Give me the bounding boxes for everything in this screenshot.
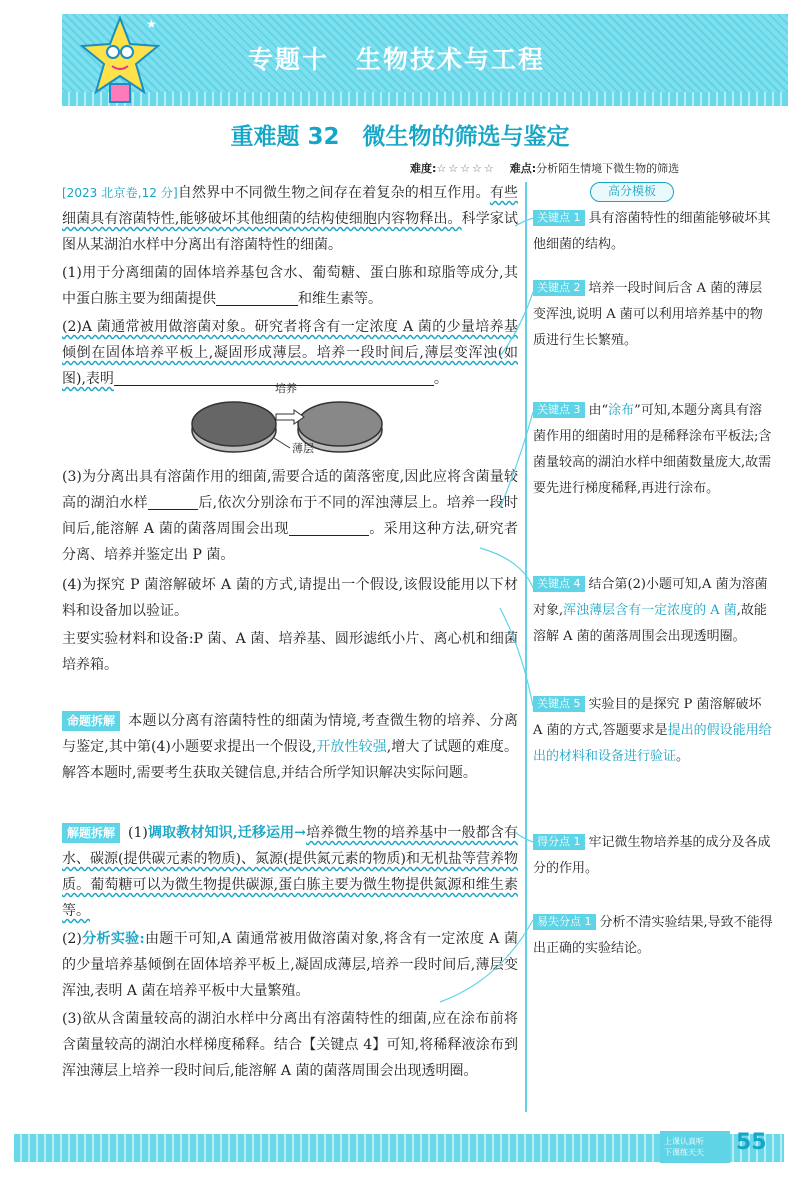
key-point-label: 难点:	[509, 162, 537, 175]
question-source: [2023 北京卷,12 分]	[62, 186, 178, 200]
intro-text-2: 科学家试图从某湖泊水样中分离出有溶菌特性的细菌。	[62, 211, 519, 253]
key-point-3-text-a: 由“	[588, 403, 609, 418]
key-point-4-label: 关键点 4	[533, 576, 585, 592]
banner-title: 专题十 生物技术与工程	[248, 45, 546, 74]
s2-text: 由题干可知,A 菌通常被用做溶菌对象,将含有一定浓度 A 菌的少量培养基倾倒在固体培养平板上,凝固成薄层,培养一段时间后,薄层变浑浊,表明 A 菌在培养平板中大量繁殖。	[62, 931, 518, 999]
q1-text: (1)用于分离细菌的固体培养基包含水、葡萄糖、蛋白胨和琼脂等成分,其中蛋白胨主要为细菌提供	[62, 265, 518, 307]
error-point-1-text: 分析不清实验结果,导致不能得出正确的实验结论。	[533, 915, 773, 956]
key-point-3-label: 关键点 3	[533, 402, 585, 418]
analysis-text-2: ,增大了试题的难度。解答本题时,需要考生获取关键信息,并结合所学知识解决实际问题。	[62, 739, 518, 781]
q3-text-2: 后,依次分别涂布于不同的浑浊薄层上。培养一段时间后,能溶解 A 菌的菌落周围会出现	[62, 495, 519, 537]
key-point-text: 分析陌生情境下微生物的筛选	[536, 162, 680, 175]
q4-materials: 主要实验材料和设备:P 菌、A 菌、培养基、圆形滤纸小片、离心机和细菌培养箱。	[62, 631, 518, 673]
s1-highlight: 调取教材知识,迁移运用→	[147, 825, 307, 841]
score-point-1-text: 牢记微生物培养基的成分及各成分的作用。	[533, 835, 771, 876]
score-point-1-label: 得分点 1	[533, 834, 585, 850]
key-point-3-text-b: ”可知,本题分离具有溶菌作用的细菌时用的是稀释涂布平板法;含菌量较高的湖泊水样中细菌数量庞大,故需要先进行梯度稀释,再进行涂布。	[533, 403, 772, 496]
key-point-4-highlight: 浑浊薄层含有一定浓度的 A 菌	[563, 603, 737, 618]
s2-highlight: 分析实验:	[81, 931, 145, 947]
q1-text-end: 和维生素等。	[298, 291, 382, 307]
key-point-5-label: 关键点 5	[533, 696, 585, 712]
page-number: 55	[736, 1130, 767, 1155]
intro-text: 自然界中不同微生物之间存在着复杂的相互作用。	[177, 185, 490, 201]
fig-label-layer: 薄层	[292, 442, 314, 455]
s1-text: 培养微生物的培养基中一般都含有水、碳源(提供碳元素的物质)、氮源(提供氮元素的物质)和无机盐等营养物质。葡萄糖可以为微生物提供碳源,蛋白胨主要为微生物提供氮源和维生素等。	[62, 825, 519, 919]
key-point-1-text: 具有溶菌特性的细菌能够破坏其他细菌的结构。	[533, 211, 771, 252]
analysis-text: 本题以分离有溶菌特性的细菌为情境,考查微生物的培养、分离与鉴定,其中第(4)小题要求提出一个假设,	[62, 713, 518, 755]
solution-tag: 解题拆解	[62, 823, 120, 843]
side-key-point-3	[533, 398, 773, 502]
footer-slogan	[660, 1131, 730, 1163]
high-score-template-label: 高分模板	[590, 182, 674, 202]
error-point-1-label: 易失分点 1	[533, 914, 596, 930]
analysis-tag: 命题拆解	[62, 711, 120, 731]
s2-num: (2)	[62, 931, 82, 947]
topic-title: 重难题 32 微生物的筛选与鉴定	[230, 124, 570, 150]
key-point-5-text-a: 实验目的是探究 P 菌溶解破坏 A 菌的方式,答题要求是	[533, 697, 762, 738]
side-key-point-4	[533, 572, 773, 650]
intro-key-text: 有些细菌具有溶菌特性,能够破坏其他细菌的结构使细胞内容物释出。	[62, 185, 519, 227]
analysis-highlight: 开放性较强	[316, 739, 387, 755]
footer-slogan-line-2: 下课练天天	[664, 1148, 704, 1157]
s1-num: (1)	[128, 825, 148, 841]
difficulty-stars: ☆☆☆☆☆	[436, 162, 496, 175]
key-point-5-text-b: 。	[676, 749, 690, 764]
fig-label-culture: 培养	[275, 382, 297, 395]
key-point-4-text-a: 结合第(2)小题可知,A 菌为溶菌对象,	[533, 577, 768, 618]
key-point-1-label: 关键点 1	[533, 210, 585, 226]
key-point-2-text: 培养一段时间后含 A 菌的薄层变浑浊,说明 A 菌可以利用培养基中的物质进行生长繁殖。	[533, 281, 763, 348]
key-point-4-text-b: ,故能溶解 A 菌的菌落周围会出现透明圈。	[533, 603, 767, 644]
key-point-5-highlight: 提出的假设能用给出的材料和设备进行验证	[533, 723, 772, 764]
side-key-point-1	[533, 206, 773, 258]
key-point-3-highlight: 涂布	[608, 403, 635, 418]
side-error-point-1	[533, 910, 773, 962]
key-point-2-label: 关键点 2	[533, 280, 585, 296]
q2-end: 。	[433, 371, 448, 387]
q2-text: (2)A 菌通常被用做溶菌对象。研究者将含有一定浓度 A 菌的少量培养基倾倒在固体培养平板上,凝固形成薄层。培养一段时间后,薄层变浑浊(如图),表明	[62, 319, 518, 387]
q3-text: (3)为分离出具有溶菌作用的细菌,需要合适的菌落密度,因此应将含菌量较高的湖泊水样	[62, 469, 518, 511]
q4-text: (4)为探究 P 菌溶解破坏 A 菌的方式,请提出一个假设,该假设能用以下材料和设备加以验证。	[62, 577, 518, 619]
side-score-point-1	[533, 830, 773, 882]
difficulty-label: 难度:	[410, 162, 437, 175]
side-key-point-5	[533, 692, 773, 770]
svg-text:★: ★	[146, 17, 157, 31]
side-key-point-2	[533, 276, 773, 354]
q3-text-3: 。采用这种方法,研究者分离、培养并鉴定出 P 菌。	[62, 521, 518, 563]
footer-slogan-line-1: 上课认真听	[664, 1137, 704, 1146]
s3-text: (3)欲从含菌量较高的湖泊水样中分离出有溶菌特性的细菌,应在涂布前将含菌量较高的湖泊水样梯度稀释。结合【关键点 4】可知,将稀释液涂布到浑浊薄层上培养一段时间后,能溶解 A 菌的菌落周围会出现透明圈。	[62, 1011, 518, 1079]
